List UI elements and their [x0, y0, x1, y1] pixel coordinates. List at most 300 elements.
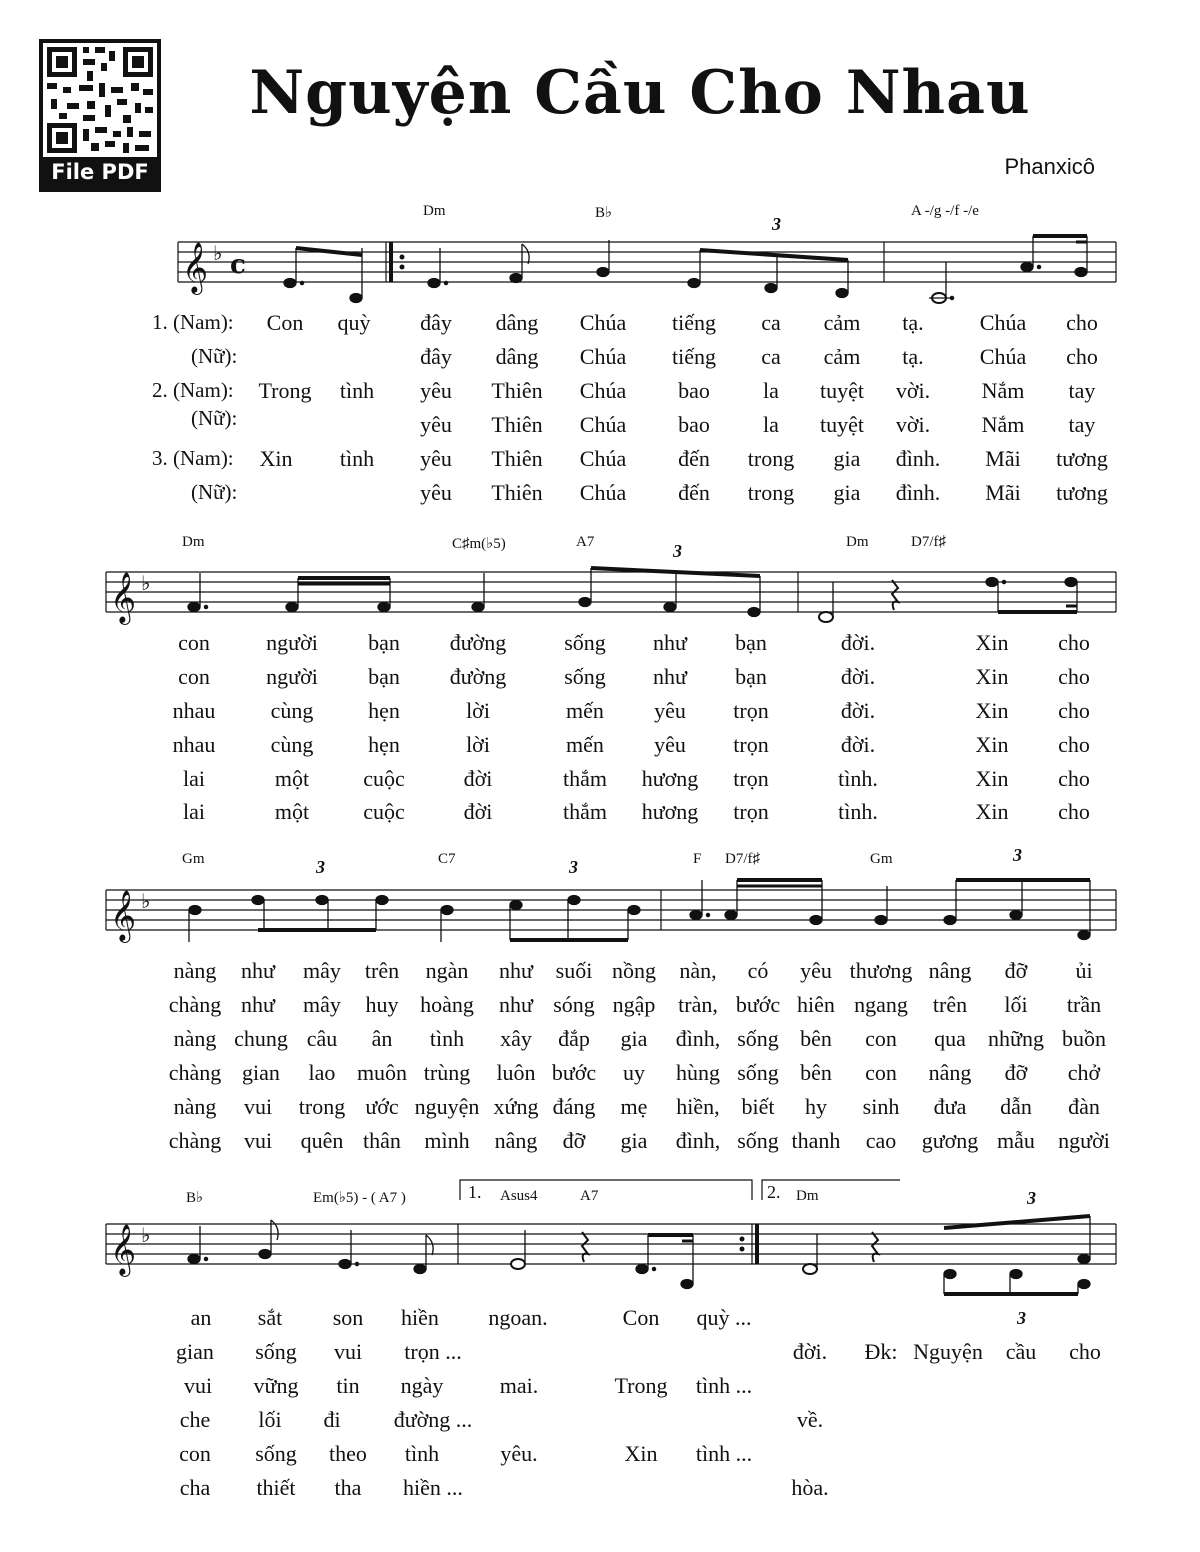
lyric-word: quên [300, 1128, 344, 1153]
lyric-word: tình [404, 1441, 440, 1466]
lyric-word: sóng [553, 992, 595, 1017]
lyric-word: con [865, 1060, 897, 1085]
lyric-word: gia [620, 1128, 648, 1153]
lyric-word: yêu [654, 698, 686, 723]
lyric-word: tình [429, 1026, 465, 1051]
lyric-word: Chúa [979, 344, 1027, 369]
lyric-word: tạ. [902, 344, 924, 369]
lyric-word: người [266, 664, 318, 689]
lyric-word: mai. [499, 1373, 539, 1398]
chord-symbol: A7 [576, 534, 595, 550]
chord-symbol: F [693, 851, 702, 867]
lyric-word: Xin [975, 766, 1009, 791]
lyric-word: Con [266, 310, 304, 335]
lyric-word: ân [371, 1026, 393, 1051]
lyric-word: hùng [676, 1060, 720, 1085]
lyric-word: Thiên [491, 412, 543, 437]
lyric-word: sinh [862, 1094, 900, 1119]
lyric-word: nâng [494, 1128, 538, 1153]
lyric-word: trong [747, 446, 795, 471]
lyric-word: mây [303, 958, 341, 983]
lyric-word: tiếng [672, 344, 716, 369]
lyric-word: nàng [173, 1026, 217, 1051]
lyric-word: đến [678, 480, 710, 505]
lyric-word: trong [747, 480, 795, 505]
lyric-word: tiếng [672, 310, 716, 335]
lyric-word: vui [243, 1094, 273, 1119]
lyric-word: thương [849, 958, 913, 983]
lyric-word: đây [420, 310, 452, 335]
lyric-word: nhau [172, 698, 216, 723]
lyric-word: Xin [975, 732, 1009, 757]
lyric-word: Đk: [864, 1339, 898, 1364]
lyric-word: buồn [1062, 1026, 1106, 1051]
lyric-word: sống [737, 1060, 779, 1085]
lyric-word: lao [308, 1060, 336, 1085]
lyric-word: lai [183, 766, 205, 791]
treble-clef-icon: 𝄞 [110, 1224, 137, 1275]
treble-clef-icon: 𝄞 [182, 242, 209, 293]
lyric-row [0, 1373, 1200, 1407]
lyric-word: yêu [420, 412, 452, 437]
lyric-word: trọn [733, 766, 769, 791]
lyric-word: sống [564, 630, 606, 655]
chord-symbol: B♭ [186, 1190, 204, 1206]
lyric-word: yêu. [500, 1441, 538, 1466]
lyric-word: thiết [256, 1475, 296, 1500]
lyric-word: vững [253, 1373, 299, 1398]
lyric-word: lời [466, 732, 490, 757]
lyric-word: con [178, 664, 210, 689]
lyric-word: như [241, 958, 275, 983]
lyric-word: cha [179, 1475, 211, 1500]
lyric-word: cuộc [363, 766, 405, 791]
lyric-word: suối [555, 958, 593, 983]
lyric-word: hiền ... [403, 1475, 463, 1500]
lyric-word: chở [1067, 1060, 1101, 1085]
lyric-word: xây [500, 1026, 532, 1051]
chord-symbol: Dm [796, 1188, 819, 1204]
verse-label: 1. (Nam): [152, 310, 234, 334]
lyric-word: cầu [1005, 1339, 1037, 1364]
treble-clef-icon: 𝄞 [110, 572, 137, 623]
lyric-word: theo [329, 1441, 367, 1466]
lyric-word: ngày [400, 1373, 444, 1398]
lyric-word: hẹn [368, 698, 400, 723]
treble-clef-icon: 𝄞 [110, 890, 137, 941]
lyric-word: la [763, 378, 779, 403]
lyric-word: uy [623, 1060, 645, 1085]
lyric-word: lối [258, 1407, 282, 1432]
lyric-word: đời [463, 766, 493, 791]
lyric-word: hiền [401, 1305, 439, 1330]
lyric-word: lai [183, 799, 205, 824]
verse-label: (Nữ): [191, 480, 238, 504]
lyric-word: vui [333, 1339, 363, 1364]
lyric-word: tình ... [695, 1441, 753, 1466]
lyric-row [0, 1441, 1200, 1475]
lyric-word: Chúa [579, 310, 627, 335]
chord-symbol: Dm [182, 534, 205, 550]
lyric-word: đỡ [1004, 958, 1028, 983]
lyric-word: ngoan. [488, 1305, 548, 1330]
lyric-word: xứng [493, 1094, 539, 1119]
lyric-word: nhau [172, 732, 216, 757]
lyric-word: con [865, 1026, 897, 1051]
lyric-word: đời. [840, 732, 876, 757]
lyric-word: trọn ... [404, 1339, 462, 1364]
lyric-word: hẹn [368, 732, 400, 757]
lyric-word: Chúa [579, 344, 627, 369]
lyric-word: lối [1004, 992, 1028, 1017]
lyric-word: hương [641, 766, 699, 791]
triplet-mark: 3 [673, 541, 682, 561]
lyric-word: biết [741, 1094, 775, 1119]
lyric-word: sống [564, 664, 606, 689]
lyric-word: tình [339, 378, 375, 403]
lyric-word: trùng [423, 1060, 471, 1085]
lyric-word: cảm [823, 310, 861, 335]
lyric-word: câu [306, 1026, 338, 1051]
lyric-word: mến [566, 732, 604, 757]
lyric-word: tuyệt [820, 412, 864, 437]
lyric-word: dâng [495, 310, 539, 335]
lyric-word: sống [255, 1441, 297, 1466]
lyric-word: tình. [838, 766, 878, 791]
verse-label: (Nữ): [191, 406, 238, 430]
lyric-word: Xin [975, 698, 1009, 723]
lyric-row [0, 1305, 1200, 1339]
lyric-word: hiên [797, 992, 835, 1017]
lyric-word: đáng [552, 1094, 596, 1119]
lyric-word: trọn [733, 732, 769, 757]
chord-symbol: A7 [580, 1188, 599, 1204]
lyric-word: mến [566, 698, 604, 723]
lyric-word: như [653, 630, 687, 655]
lyric-word: quỳ ... [696, 1305, 752, 1330]
lyric-word: bước [551, 1060, 597, 1085]
lyric-word: thanh [791, 1128, 841, 1153]
lyric-word: cùng [270, 732, 314, 757]
lyric-word: mình [424, 1128, 470, 1153]
lyric-word: bạn [368, 664, 400, 689]
lyric-word: con [179, 1441, 211, 1466]
lyric-word: sống [255, 1339, 297, 1364]
lyric-word: bước [735, 992, 781, 1017]
lyric-word: Xin [624, 1441, 658, 1466]
lyric-word: như [653, 664, 687, 689]
lyric-word: dẫn [1000, 1094, 1032, 1119]
lyric-word: quỳ [337, 310, 371, 335]
lyric-word: đình, [675, 1128, 721, 1153]
lyric-word: tin [336, 1373, 360, 1398]
lyric-word: vui [183, 1373, 213, 1398]
lyric-word: mẫu [997, 1128, 1035, 1153]
chord-symbol: Asus4 [500, 1188, 538, 1204]
lyric-word: Xin [975, 799, 1009, 824]
flat-icon: ♭ [141, 571, 151, 595]
lyric-word: tạ. [902, 310, 924, 335]
lyric-word: cuộc [363, 799, 405, 824]
lyric-word: như [499, 958, 533, 983]
lyric-word: có [747, 958, 769, 983]
flat-icon: ♭ [141, 1223, 151, 1247]
lyric-word: bên [800, 1026, 832, 1051]
lyric-word: gia [620, 1026, 648, 1051]
lyric-word: cho [1058, 799, 1090, 824]
chord-symbol: Gm [870, 851, 893, 867]
lyric-word: ca [761, 310, 781, 335]
lyric-word: yêu [420, 446, 452, 471]
lyric-word: Chúa [579, 378, 627, 403]
lyric-word: Trong [258, 378, 312, 403]
qr-caption: File PDF [51, 160, 149, 184]
lyric-word: đời. [840, 664, 876, 689]
triplet-mark: 3 [1013, 845, 1022, 865]
lyric-word: những [988, 1026, 1044, 1051]
lyric-word: nâng [928, 1060, 972, 1085]
lyric-word: con [178, 630, 210, 655]
lyric-word: an [190, 1305, 212, 1330]
lyric-word: tay [1068, 378, 1096, 403]
lyric-word: đắp [558, 1026, 590, 1051]
verse-label: (Nữ): [191, 344, 238, 368]
lyric-word: bao [678, 412, 710, 437]
chord-symbol: D7/f♯ [911, 534, 946, 550]
triplet-mark: 3 [1017, 1308, 1026, 1328]
lyric-word: cho [1069, 1339, 1101, 1364]
lyric-word: về. [796, 1407, 824, 1432]
lyric-word: người [266, 630, 318, 655]
lyric-word: Nắm [981, 412, 1025, 437]
triplet-mark: 3 [772, 214, 781, 234]
lyric-word: Chúa [579, 412, 627, 437]
lyric-word: bên [800, 1060, 832, 1085]
lyric-word: đình. [895, 480, 941, 505]
lyric-word: tình ... [695, 1373, 753, 1398]
lyric-word: trong [298, 1094, 346, 1119]
lyric-word: hy [805, 1094, 827, 1119]
lyric-word: yêu [420, 378, 452, 403]
lyric-word: mây [303, 992, 341, 1017]
lyric-word: bạn [735, 664, 767, 689]
lyric-word: Mãi [985, 480, 1021, 505]
lyric-word: nâng [928, 958, 972, 983]
volta-1-label: 1. [468, 1182, 482, 1202]
lyric-word: hiền, [676, 1094, 720, 1119]
triplet-mark: 3 [1027, 1188, 1036, 1208]
lyric-word: gian [242, 1060, 280, 1085]
lyric-word: thân [363, 1128, 401, 1153]
lyric-word: vời. [895, 412, 931, 437]
lyric-word: muôn [356, 1060, 408, 1085]
lyric-word: cùng [270, 698, 314, 723]
lyric-word: Trong [614, 1373, 668, 1398]
lyric-word: lời [466, 698, 490, 723]
lyric-word: Con [622, 1305, 660, 1330]
lyric-word: yêu [420, 480, 452, 505]
lyric-word: Xin [259, 446, 293, 471]
lyric-word: tương [1056, 446, 1108, 471]
lyric-word: nàng [173, 1094, 217, 1119]
lyric-word: Nắm [981, 378, 1025, 403]
lyric-word: nàn, [679, 958, 717, 983]
lyric-word: người [1058, 1128, 1110, 1153]
lyric-word: tuyệt [820, 378, 864, 403]
lyric-word: tràn, [678, 992, 718, 1017]
lyric-word: một [274, 766, 310, 791]
lyric-word: luôn [496, 1060, 536, 1085]
lyric-word: cho [1058, 766, 1090, 791]
lyric-word: Chúa [579, 446, 627, 471]
lyric-word: tay [1068, 412, 1096, 437]
lyric-word: trần [1066, 992, 1102, 1017]
lyric-word: đình. [895, 446, 941, 471]
lyric-word: nồng [612, 958, 656, 983]
lyric-word: cho [1058, 698, 1090, 723]
lyric-word: trọn [733, 698, 769, 723]
lyric-word: gia [833, 446, 861, 471]
lyric-word: chàng [168, 1128, 222, 1153]
lyric-word: một [274, 799, 310, 824]
lyric-word: chàng [168, 992, 222, 1017]
lyric-word: sống [737, 1128, 779, 1153]
lyric-word: la [763, 412, 779, 437]
lyric-word: như [499, 992, 533, 1017]
flat-icon: ♭ [213, 241, 223, 265]
lyric-word: tương [1056, 480, 1108, 505]
lyric-word: tình. [838, 799, 878, 824]
lyric-word: yêu [800, 958, 832, 983]
lyric-word: hòa. [791, 1475, 829, 1500]
lyric-word: đến [678, 446, 710, 471]
lyric-word: chung [234, 1026, 288, 1051]
lyric-word: yêu [654, 732, 686, 757]
lyric-word: Chúa [979, 310, 1027, 335]
chord-symbol: Dm [846, 534, 869, 550]
lyric-word: son [332, 1305, 364, 1330]
lyric-word: nàng [173, 958, 217, 983]
lyric-word: tình [339, 446, 375, 471]
lyric-word: đỡ [1004, 1060, 1028, 1085]
chord-symbol: B♭ [595, 205, 613, 221]
lyric-word: sống [737, 1026, 779, 1051]
lyric-word: đời [463, 799, 493, 824]
lyric-word: Thiên [491, 378, 543, 403]
chord-symbol: Gm [182, 851, 205, 867]
lyric-word: Thiên [491, 446, 543, 471]
lyric-word: sắt [257, 1305, 283, 1330]
lyric-word: Nguyện [913, 1339, 983, 1364]
lyric-word: vời. [895, 378, 931, 403]
lyric-word: ngập [612, 992, 656, 1017]
lyric-word: cao [865, 1128, 897, 1153]
chord-symbol: C7 [438, 851, 456, 867]
lyric-word: chàng [168, 1060, 222, 1085]
chord-symbol: D7/f♯ [725, 851, 760, 867]
lyric-word: ủi [1075, 958, 1093, 983]
lyric-word: Mãi [985, 446, 1021, 471]
lyric-word: đời. [792, 1339, 828, 1364]
lyric-word: cho [1066, 344, 1098, 369]
lyric-word: Xin [975, 630, 1009, 655]
lyric-word: Thiên [491, 480, 543, 505]
lyric-word: đời. [840, 698, 876, 723]
lyric-word: trọn [733, 799, 769, 824]
lyric-word: cho [1058, 664, 1090, 689]
lyric-word: cho [1058, 630, 1090, 655]
lyric-word: đường ... [393, 1407, 473, 1432]
composer-name: Phanxicô [1004, 154, 1095, 179]
triplet-mark: 3 [569, 857, 578, 877]
lyric-word: hương [641, 799, 699, 824]
lyric-row [0, 1475, 1200, 1509]
verse-label: 2. (Nam): [152, 378, 234, 402]
lyric-word: nguyện [414, 1094, 480, 1119]
lyric-word: Chúa [579, 480, 627, 505]
lyric-word: trên [364, 958, 400, 983]
lyric-word: đi [323, 1407, 341, 1432]
common-time-icon: c [230, 250, 246, 280]
lyric-word: gương [921, 1128, 979, 1153]
lyric-word: đường [449, 664, 507, 689]
chord-symbol: Em(♭5) - ( A7 ) [313, 1190, 406, 1206]
chord-symbol: Dm [423, 203, 446, 219]
lyric-word: bạn [368, 630, 400, 655]
volta-2-label: 2. [767, 1182, 781, 1202]
lyric-word: hoàng [420, 992, 474, 1017]
lyric-row [0, 1339, 1200, 1373]
lyric-word: qua [934, 1026, 966, 1051]
chord-symbol: C♯m(♭5) [452, 536, 506, 552]
verse-label: 3. (Nam): [152, 446, 234, 470]
lyric-word: ước [365, 1094, 399, 1119]
lyric-word: thắm [563, 766, 607, 791]
lyric-word: cho [1058, 732, 1090, 757]
lyric-word: Xin [975, 664, 1009, 689]
lyric-word: cảm [823, 344, 861, 369]
lyric-word: đây [420, 344, 452, 369]
page-title: Nguyện Cầu Cho Nhau [249, 58, 1031, 128]
lyric-word: đường [449, 630, 507, 655]
lyric-word: đàn [1068, 1094, 1100, 1119]
lyric-word: đình, [675, 1026, 721, 1051]
lyric-word: ca [761, 344, 781, 369]
lyric-word: dâng [495, 344, 539, 369]
lyric-word: đời. [840, 630, 876, 655]
lyric-word: ngàn [425, 958, 469, 983]
lyric-word: vui [243, 1128, 273, 1153]
lyric-word: gia [833, 480, 861, 505]
lyric-word: đỡ [562, 1128, 586, 1153]
triplet-mark: 3 [316, 857, 325, 877]
lyric-word: tha [334, 1475, 362, 1500]
lyric-word: cho [1066, 310, 1098, 335]
lyric-word: huy [365, 992, 399, 1017]
lyric-word: thắm [563, 799, 607, 824]
lyric-word: mẹ [620, 1094, 648, 1119]
flat-icon: ♭ [141, 889, 151, 913]
lyric-word: bạn [735, 630, 767, 655]
lyric-word: che [179, 1407, 211, 1432]
lyric-row [0, 1407, 1200, 1441]
chord-symbol: A -/g -/f -/e [911, 203, 979, 219]
lyric-word: như [241, 992, 275, 1017]
lyric-word: gian [176, 1339, 214, 1364]
lyric-word: đưa [933, 1094, 967, 1119]
lyric-word: trên [932, 992, 968, 1017]
lyric-word: bao [678, 378, 710, 403]
